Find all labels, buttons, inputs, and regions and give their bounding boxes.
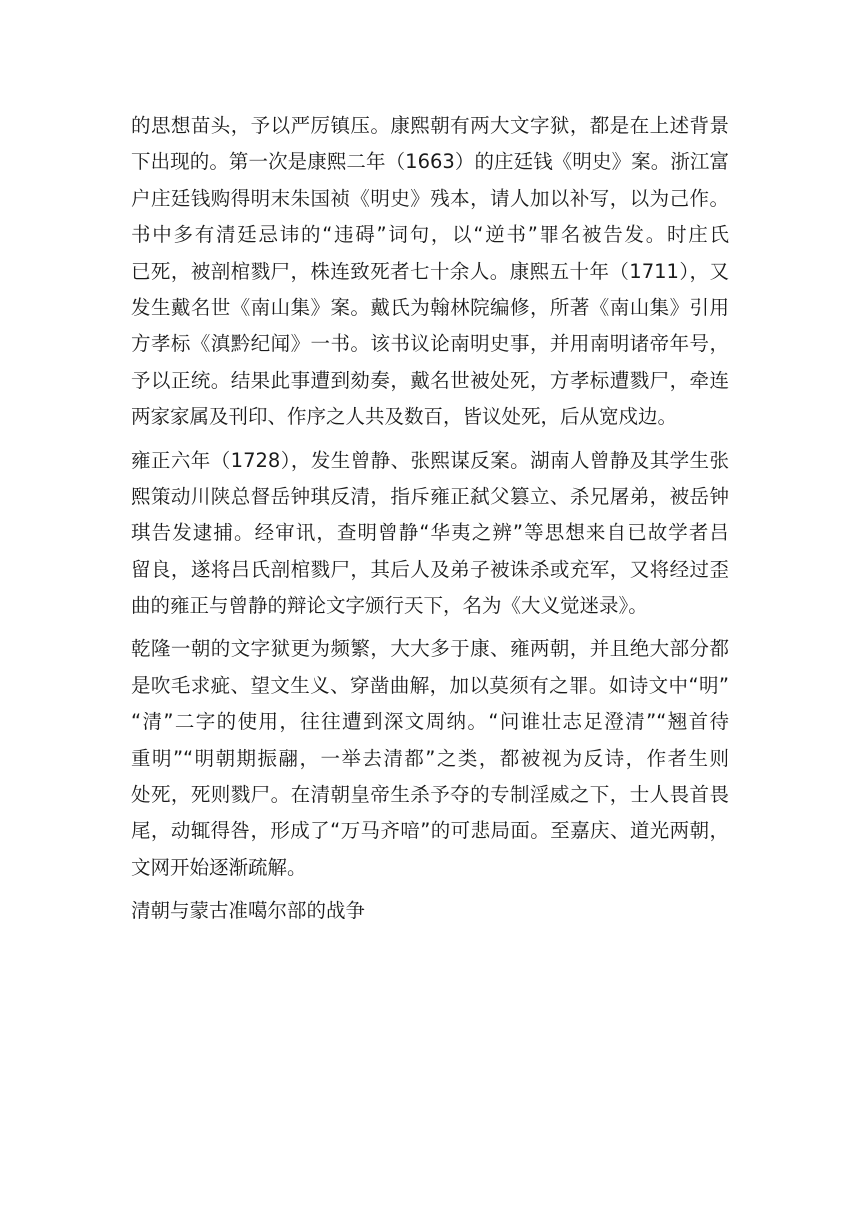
text-line: 书中多有清廷忌讳的“违碍”词句，以“逆书”罪名被告发。时庄氏 — [131, 223, 729, 247]
text-line: 留良，遂将吕氏剖棺戮尸，其后人及弟子被诛杀或充军，又将经过歪 — [131, 557, 729, 581]
paragraph-spacer — [131, 624, 729, 631]
body-text — [131, 108, 729, 930]
text-line: 发生戴名世《南山集》案。戴氏为翰林院编修，所著《南山集》引用 — [131, 295, 729, 319]
paragraph-3 — [131, 631, 729, 886]
paragraph-1 — [131, 108, 729, 436]
text-line: 的思想苗头，予以严厉镇压。康熙朝有两大文字狱，都是在上述背景 — [131, 114, 729, 137]
paragraph-2 — [131, 443, 729, 625]
section-heading — [131, 893, 729, 929]
text-line: 熙策动川陕总督岳钟琪反清，指斥雍正弑父篡立、杀兄屠弟，被岳钟 — [131, 484, 729, 508]
text-line: “清”二字的使用，往往遭到深文周纳。“问谁壮志足澄清”“翘首待 — [131, 710, 729, 734]
text-line: 是吹毛求疵、望文生义、穿凿曲解，加以莫须有之罪。如诗文中“明” — [131, 673, 729, 697]
text-line: 雍正六年（1728），发生曾静、张熙谋反案。湖南人曾静及其学生张 — [131, 448, 729, 472]
text-line: 两家家属及刊印、作序之人共及数百，皆议处死，后从宽戍边。 — [131, 405, 678, 429]
paragraph-spacer — [131, 436, 729, 443]
text-line: 方孝标《滇黔纪闻》一书。该书议论南明史事，并用南明诸帝年号， — [131, 332, 729, 356]
text-line: 重明”“明朝期振翮，一举去清都”之类，都被视为反诗，作者生则 — [131, 746, 729, 770]
text-line: 琪告发逮捕。经审讯，查明曾静“华夷之辨”等思想来自已故学者吕 — [131, 521, 729, 545]
text-line: 处死，死则戮尸。在清朝皇帝生杀予夺的专制淫威之下，士人畏首畏 — [131, 783, 729, 807]
text-line: 下出现的。第一次是康熙二年（1663）的庄廷钱《明史》案。浙江富 — [131, 150, 729, 174]
text-line: 已死，被剖棺戮尸，株连致死者七十余人。康熙五十年（1711），又 — [131, 259, 729, 283]
text-line: 户庄廷钱购得明末朱国祯《明史》残本，请人加以补写，以为己作。 — [131, 186, 729, 210]
heading-line: 清朝与蒙古准噶尔部的战争 — [131, 899, 366, 923]
text-line: 曲的雍正与曾静的辩论文字颁行天下，名为《大义觉迷录》。 — [131, 594, 648, 618]
text-line: 乾隆一朝的文字狱更为频繁，大大多于康、雍两朝，并且绝大部分都 — [131, 637, 729, 661]
text-line: 尾，动辄得咎，形成了“万马齐喑”的可悲局面。至嘉庆、道光两朝， — [131, 819, 729, 843]
text-line: 文网开始逐渐疏解。 — [131, 855, 307, 879]
text-line: 予以正统。结果此事遭到劾奏，戴名世被处死，方孝标遭戮尸，牵连 — [131, 368, 729, 392]
paragraph-spacer — [131, 886, 729, 893]
